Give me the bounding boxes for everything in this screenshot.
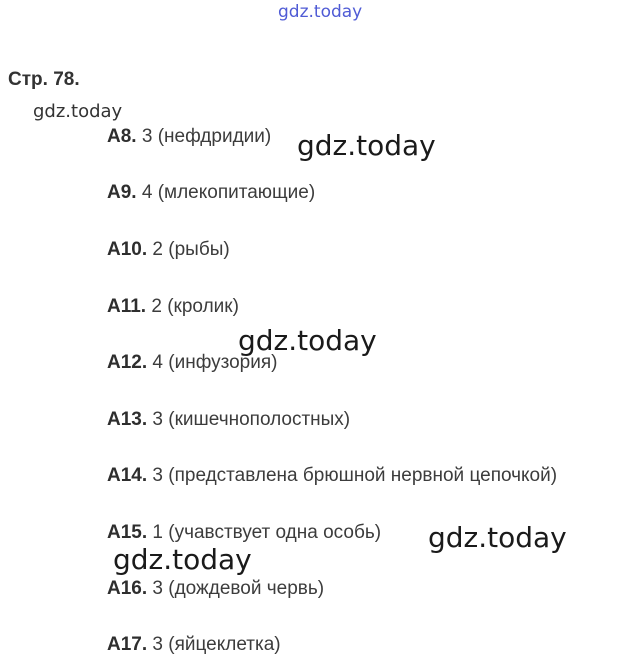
answer-row <box>107 182 315 204</box>
answer-text: 3 (представлена брюшной нервной цепочкой) <box>147 465 558 486</box>
page-heading: Стр. 78. <box>8 69 80 90</box>
watermark-overlay: gdz.today <box>113 543 252 576</box>
answer-number: A12. <box>107 352 148 373</box>
answer-text: 3 (яйцеклетка) <box>147 634 281 655</box>
answer-row <box>107 296 239 318</box>
answer-text: 4 (инфузория) <box>147 352 278 373</box>
answer-number: A10. <box>107 239 148 260</box>
answer-text: 3 (дождевой червь) <box>147 578 325 599</box>
watermark-overlay: gdz.today <box>297 129 436 162</box>
watermark-overlay: gdz.today <box>238 324 377 357</box>
answer-text: 4 (млекопитающие) <box>136 182 316 203</box>
watermark-overlay: gdz.today <box>428 521 567 554</box>
answer-text: 1 (учавствует одна особь) <box>147 522 382 543</box>
answer-number: A9. <box>107 182 137 203</box>
answer-row <box>107 465 557 487</box>
answer-number: A11. <box>107 296 147 317</box>
answer-number: A13. <box>107 409 148 430</box>
answer-number: A15. <box>107 522 148 543</box>
watermark-small: gdz.today <box>33 101 123 122</box>
answer-row <box>107 239 230 261</box>
answer-text: 3 (кишечнополостных) <box>147 409 351 430</box>
answer-number: A17. <box>107 634 148 655</box>
watermark-top: gdz.today <box>278 2 363 22</box>
answer-row <box>107 522 381 544</box>
answer-row <box>107 409 350 431</box>
answer-number: A16. <box>107 578 148 599</box>
answer-row <box>107 634 281 656</box>
answer-text: 3 (нефдридии) <box>136 126 272 147</box>
answer-row <box>107 578 324 600</box>
answer-text: 2 (рыбы) <box>147 239 230 260</box>
answer-text: 2 (кролик) <box>146 296 239 317</box>
answer-number: A14. <box>107 465 148 486</box>
answer-row <box>107 126 271 148</box>
answer-number: A8. <box>107 126 137 147</box>
